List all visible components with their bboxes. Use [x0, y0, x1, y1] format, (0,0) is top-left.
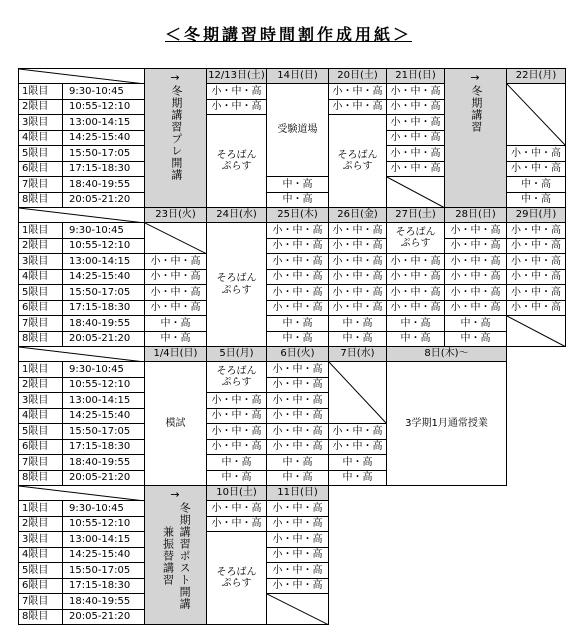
- date-header: 10日(土): [206, 485, 267, 501]
- date-header: 29日(月): [506, 207, 566, 223]
- class-cell: 小・中・高: [444, 269, 507, 286]
- class-cell: 小・中・高: [328, 222, 387, 239]
- period-label: 4限目: [18, 130, 63, 147]
- class-cell: 小・中・高: [386, 114, 445, 131]
- class-cell: 中・高: [266, 331, 329, 348]
- class-cell: 小・中・高: [206, 392, 267, 409]
- class-cell: 小・中・高: [266, 500, 329, 517]
- class-cell: 小・中・高: [444, 284, 507, 301]
- class-cell: 小・中・高: [328, 253, 387, 270]
- period-label: 8限目: [18, 192, 63, 209]
- period-label: 5限目: [18, 145, 63, 162]
- class-cell: 小・中・高: [266, 222, 329, 239]
- class-cell: 小・中・高: [266, 269, 329, 286]
- period-time: 18:40-19:55: [62, 454, 145, 471]
- period-time: 18:40-19:55: [62, 593, 145, 610]
- class-cell: 小・中・高: [506, 238, 566, 255]
- period-label: 8限目: [18, 470, 63, 487]
- class-cell: 小・中・高: [328, 439, 387, 456]
- corner-header: [18, 207, 145, 223]
- class-cell: 小・中・高: [266, 547, 329, 564]
- empty-cell: [144, 222, 207, 254]
- class-cell: 小・中・高: [266, 300, 329, 317]
- class-cell: 小・中・高: [328, 300, 387, 317]
- mock-exam-cell: 模試: [144, 361, 207, 486]
- date-header: 24日(水): [206, 207, 267, 223]
- period-time: 18:40-19:55: [62, 315, 145, 332]
- period-label: 6限目: [18, 161, 63, 178]
- date-header: 25日(木): [266, 207, 329, 223]
- period-label: 7限目: [18, 176, 63, 193]
- class-cell: 小・中・高: [386, 161, 445, 178]
- post-session-column: [144, 485, 207, 625]
- period-time: 10:55-12:10: [62, 516, 145, 533]
- class-cell: 中・高: [266, 192, 329, 209]
- period-label: 3限目: [18, 392, 63, 409]
- class-cell: 中・高: [266, 176, 329, 193]
- class-cell: 小・中・高: [328, 83, 387, 100]
- class-cell: 中・高: [328, 331, 387, 348]
- period-time: 9:30-10:45: [62, 361, 145, 378]
- period-label: 1限目: [18, 500, 63, 517]
- class-cell: 小・中・高: [206, 500, 267, 517]
- corner-header: [18, 68, 145, 84]
- class-cell: 中・高: [266, 315, 329, 332]
- class-cell: 小・中・高: [506, 284, 566, 301]
- date-header: 23日(火): [144, 207, 207, 223]
- diagonal-line: [19, 486, 145, 501]
- class-cell: 小・中・高: [328, 423, 387, 440]
- period-time: 15:50-17:05: [62, 562, 145, 579]
- period-time: 9:30-10:45: [62, 222, 145, 239]
- class-cell: 中・高: [506, 176, 566, 193]
- period-time: 14:25-15:40: [62, 408, 145, 425]
- period-time: 17:15-18:30: [62, 300, 145, 317]
- period-time: 10:55-12:10: [62, 238, 145, 255]
- empty-cell: [328, 361, 387, 424]
- soroban-cell: そろばん ぷらす: [206, 222, 267, 347]
- date-header: 5日(月): [206, 346, 267, 362]
- period-label: 3限目: [18, 531, 63, 548]
- date-header: 28日(日): [444, 207, 507, 223]
- soroban-cell: そろばん ぷらす: [386, 222, 445, 254]
- class-cell: 小・中・高: [206, 516, 267, 533]
- class-cell: 小・中・高: [266, 253, 329, 270]
- period-label: 4限目: [18, 408, 63, 425]
- class-cell: 小・中・高: [266, 408, 329, 425]
- period-time: 17:15-18:30: [62, 161, 145, 178]
- period-time: 14:25-15:40: [62, 547, 145, 564]
- diagonal-line: [387, 177, 445, 208]
- period-time: 13:00-14:15: [62, 531, 145, 548]
- class-cell: 小・中・高: [386, 269, 445, 286]
- class-cell: 小・中・高: [444, 222, 507, 239]
- period-label: 7限目: [18, 454, 63, 471]
- class-cell: 小・中・高: [206, 423, 267, 440]
- period-time: 10:55-12:10: [62, 99, 145, 116]
- class-cell: 小・中・高: [444, 300, 507, 317]
- class-cell: 中・高: [328, 315, 387, 332]
- date-header: 11日(日): [266, 485, 329, 501]
- class-cell: 中・高: [144, 315, 207, 332]
- date-header: 1/4日(日): [144, 346, 207, 362]
- corner-header: [18, 346, 145, 362]
- soroban-cell: そろばん ぷらす: [328, 114, 387, 208]
- period-label: 4限目: [18, 547, 63, 564]
- date-header: 8日(木)〜: [386, 346, 507, 362]
- class-cell: 小・中・高: [266, 392, 329, 409]
- class-cell: 小・中・高: [506, 145, 566, 162]
- class-cell: 小・中・高: [386, 253, 445, 270]
- soroban-cell: そろばん ぷらす: [206, 114, 267, 208]
- period-label: 6限目: [18, 578, 63, 595]
- date-header: 27日(土): [386, 207, 445, 223]
- class-cell: 小・中・高: [506, 222, 566, 239]
- period-label: 1限目: [18, 83, 63, 100]
- class-cell: 小・中・高: [266, 562, 329, 579]
- period-label: 5限目: [18, 423, 63, 440]
- period-time: 15:50-17:05: [62, 423, 145, 440]
- diagonal-line: [145, 223, 207, 254]
- period-time: 9:30-10:45: [62, 500, 145, 517]
- class-cell: 中・高: [328, 454, 387, 471]
- class-cell: 中・高: [266, 470, 329, 487]
- period-label: 1限目: [18, 222, 63, 239]
- class-cell: 小・中・高: [506, 269, 566, 286]
- period-time: 15:50-17:05: [62, 145, 145, 162]
- class-cell: 小・中・高: [386, 145, 445, 162]
- class-cell: 小・中・高: [206, 99, 267, 116]
- class-cell: 小・中・高: [444, 253, 507, 270]
- class-cell: 小・中・高: [266, 377, 329, 394]
- class-cell: 小・中・高: [206, 439, 267, 456]
- period-time: 9:30-10:45: [62, 83, 145, 100]
- arrow-icon: →: [170, 71, 181, 84]
- period-label: 2限目: [18, 238, 63, 255]
- class-cell: 小・中・高: [266, 423, 329, 440]
- class-cell: 小・中・高: [206, 83, 267, 100]
- vertical-label: 冬期講習プレ開講: [169, 84, 183, 181]
- date-header: 26日(金): [328, 207, 387, 223]
- diagonal-line: [19, 208, 145, 223]
- diagonal-line: [329, 362, 387, 424]
- date-header: 22日(月): [506, 68, 566, 84]
- class-cell: 小・中・高: [506, 300, 566, 317]
- empty-cell: [266, 593, 329, 625]
- class-cell: 中・高: [144, 331, 207, 348]
- period-time: 13:00-14:15: [62, 114, 145, 131]
- period-label: 8限目: [18, 331, 63, 348]
- arrow-icon: →: [170, 488, 181, 501]
- diagonal-line: [19, 347, 145, 362]
- period-label: 2限目: [18, 377, 63, 394]
- class-cell: 中・高: [444, 315, 507, 332]
- corner-header: [18, 485, 145, 501]
- class-cell: 小・中・高: [266, 578, 329, 595]
- date-header: 21日(日): [386, 68, 445, 84]
- class-cell: 中・高: [206, 454, 267, 471]
- class-cell: 小・中・高: [144, 253, 207, 270]
- period-label: 6限目: [18, 439, 63, 456]
- class-cell: 中・高: [506, 192, 566, 209]
- diagonal-line: [19, 69, 145, 84]
- period-time: 20:05-21:20: [62, 331, 145, 348]
- class-cell: 小・中・高: [328, 238, 387, 255]
- class-cell: 中・高: [206, 470, 267, 487]
- period-time: 13:00-14:15: [62, 392, 145, 409]
- class-cell: 中・高: [444, 331, 507, 348]
- vertical-label: 兼振替講習: [161, 525, 175, 586]
- class-cell: 小・中・高: [266, 284, 329, 301]
- period-time: 20:05-21:20: [62, 192, 145, 209]
- class-cell: 小・中・高: [144, 284, 207, 301]
- date-header: 7日(水): [328, 346, 387, 362]
- period-label: 2限目: [18, 99, 63, 116]
- period-time: 15:50-17:05: [62, 284, 145, 301]
- class-cell: 小・中・高: [386, 130, 445, 147]
- empty-cell: [506, 315, 566, 347]
- class-cell: 小・中・高: [444, 238, 507, 255]
- soroban-cell: そろばん ぷらす: [206, 531, 267, 625]
- period-label: 7限目: [18, 593, 63, 610]
- class-cell: 小・中・高: [144, 269, 207, 286]
- period-label: 5限目: [18, 284, 63, 301]
- period-time: 20:05-21:20: [62, 609, 145, 626]
- soroban-cell: そろばん ぷらす: [206, 361, 267, 393]
- period-label: 8限目: [18, 609, 63, 626]
- class-cell: 小・中・高: [266, 361, 329, 378]
- class-cell: 中・高: [328, 470, 387, 487]
- period-label: 6限目: [18, 300, 63, 317]
- empty-cell: [506, 83, 566, 146]
- regular-class-cell: 3学期1月通常授業: [386, 361, 507, 486]
- class-cell: 中・高: [266, 454, 329, 471]
- period-time: 18:40-19:55: [62, 176, 145, 193]
- empty-cell: [386, 176, 445, 208]
- period-time: 10:55-12:10: [62, 377, 145, 394]
- pre-session-column: [144, 68, 207, 208]
- period-time: 14:25-15:40: [62, 130, 145, 147]
- period-label: 1限目: [18, 361, 63, 378]
- diagonal-line: [267, 594, 329, 625]
- period-time: 13:00-14:15: [62, 253, 145, 270]
- period-time: 14:25-15:40: [62, 269, 145, 286]
- class-cell: 小・中・高: [506, 253, 566, 270]
- date-header: 20日(土): [328, 68, 387, 84]
- period-label: 5限目: [18, 562, 63, 579]
- class-cell: 小・中・高: [328, 284, 387, 301]
- period-label: 7限目: [18, 315, 63, 332]
- class-cell: 小・中・高: [328, 269, 387, 286]
- class-cell: 小・中・高: [206, 408, 267, 425]
- class-cell: 小・中・高: [266, 238, 329, 255]
- class-cell: 小・中・高: [386, 284, 445, 301]
- class-cell: 小・中・高: [266, 516, 329, 533]
- diagonal-line: [507, 84, 566, 146]
- date-header: 14日(日): [266, 68, 329, 84]
- class-cell: 小・中・高: [506, 161, 566, 178]
- class-cell: 小・中・高: [328, 99, 387, 116]
- class-cell: 小・中・高: [386, 99, 445, 116]
- class-cell: 中・高: [386, 315, 445, 332]
- class-cell: 小・中・高: [266, 439, 329, 456]
- class-cell: 小・中・高: [144, 300, 207, 317]
- vertical-label: 冬期講習: [469, 84, 483, 133]
- date-header: 12/13日(土): [206, 68, 267, 84]
- class-cell: 小・中・高: [266, 531, 329, 548]
- period-time: 17:15-18:30: [62, 439, 145, 456]
- vertical-label: 冬期講習ポスト開講: [178, 501, 192, 610]
- exam-dojo-cell: 受験道場: [266, 83, 329, 177]
- period-time: 17:15-18:30: [62, 578, 145, 595]
- period-label: 3限目: [18, 114, 63, 131]
- date-header: 6日(火): [266, 346, 329, 362]
- winter-session-column: [444, 68, 507, 208]
- period-label: 4限目: [18, 269, 63, 286]
- period-label: 2限目: [18, 516, 63, 533]
- period-time: 20:05-21:20: [62, 470, 145, 487]
- class-cell: 小・中・高: [386, 83, 445, 100]
- page-title: ＜冬期講習時間割作成用紙＞: [164, 25, 412, 44]
- class-cell: 小・中・高: [386, 300, 445, 317]
- arrow-icon: →: [470, 71, 481, 84]
- diagonal-line: [507, 316, 566, 347]
- class-cell: 中・高: [386, 331, 445, 348]
- period-label: 3限目: [18, 253, 63, 270]
